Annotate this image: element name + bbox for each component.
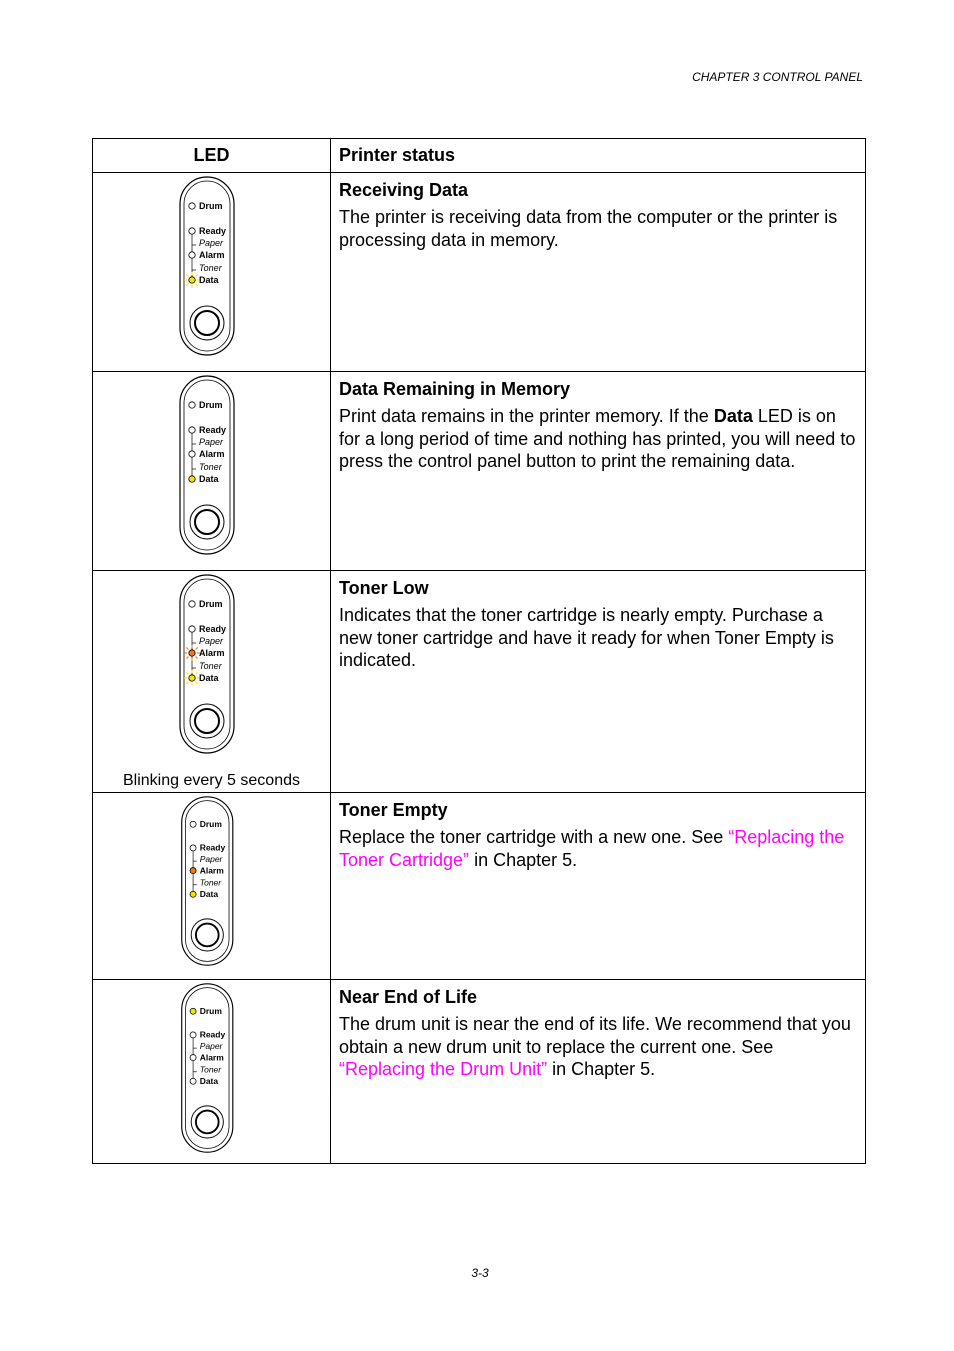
- toner-label: Toner: [199, 1064, 221, 1075]
- led-drum-label: Drum: [198, 201, 223, 211]
- status-description: Print data remains in the printer memory. If the Data LED is on for a long period of time and nothing has printed, you will need to press the control panel button to print the remaining data.: [339, 406, 856, 471]
- led-alarm-indicator: [190, 1055, 196, 1061]
- led-ready-indicator: [188, 626, 194, 632]
- led-data-label: Data: [199, 889, 218, 900]
- status-cell: [331, 173, 866, 372]
- led-data-label: Data: [198, 275, 219, 285]
- go-button: [195, 924, 218, 947]
- paper-label: Paper: [198, 636, 223, 646]
- led-ready-indicator: [188, 427, 194, 433]
- toner-label: Toner: [198, 263, 222, 273]
- led-cell: [93, 571, 331, 793]
- toner-label: Toner: [198, 462, 222, 472]
- go-button: [195, 311, 219, 335]
- led-data-indicator: [190, 1078, 196, 1084]
- status-description: Replace the toner cartridge with a new one. See “Replacing the Toner Cartridge” in Chapter 5.: [339, 827, 845, 870]
- led-alarm-label: Alarm: [198, 449, 225, 459]
- table-row: [93, 980, 866, 1164]
- led-alarm-label: Alarm: [199, 865, 224, 876]
- led-data-indicator: [188, 476, 194, 482]
- status-cell: [331, 980, 866, 1164]
- status-title: Toner Low: [339, 578, 429, 598]
- led-data-indicator: [190, 891, 196, 897]
- table-row: [93, 372, 866, 571]
- led-cell: [93, 173, 331, 372]
- led-drum-indicator: [190, 821, 196, 827]
- led-drum-label: Drum: [198, 599, 223, 609]
- led-ready-label: Ready: [199, 842, 225, 853]
- led-cell: [93, 372, 331, 571]
- led-ready-indicator: [190, 1032, 196, 1038]
- led-drum-indicator: [190, 1008, 196, 1014]
- led-ready-label: Ready: [199, 1029, 225, 1040]
- led-ready-indicator: [188, 228, 194, 234]
- paper-label: Paper: [199, 1041, 222, 1052]
- led-cell: [93, 980, 331, 1164]
- control-panel-icon: [177, 173, 247, 359]
- led-drum-label: Drum: [198, 400, 223, 410]
- control-panel-icon: [177, 372, 247, 558]
- led-alarm-label: Alarm: [199, 1052, 224, 1063]
- led-data-label: Data: [198, 673, 219, 683]
- led-drum-indicator: [188, 402, 194, 408]
- status-title: Near End of Life: [339, 987, 478, 1007]
- led-drum-indicator: [188, 203, 194, 209]
- led-data-indicator: [188, 277, 194, 283]
- status-cell: [331, 372, 866, 571]
- led-drum-label: Drum: [199, 1006, 222, 1017]
- go-button: [195, 1111, 218, 1134]
- led-drum-label: Drum: [199, 819, 222, 830]
- control-panel-icon: [177, 793, 247, 969]
- table-row: [93, 173, 866, 372]
- table-header-row: [93, 139, 866, 173]
- table-row: [93, 571, 866, 793]
- led-cell: [93, 793, 331, 980]
- led-alarm-indicator: [190, 868, 196, 874]
- replacing-toner-link[interactable]: “Replacing the Toner Cartridge”: [339, 827, 845, 870]
- data-led-name: Data: [713, 406, 753, 426]
- status-title: Data Remaining in Memory: [339, 379, 571, 399]
- paper-label: Paper: [199, 854, 222, 865]
- led-data-label: Data: [199, 1076, 218, 1087]
- led-alarm-label: Alarm: [198, 648, 225, 658]
- go-button: [195, 709, 219, 733]
- status-cell: [331, 571, 866, 793]
- go-button: [195, 510, 219, 534]
- replacing-drum-link[interactable]: “Replacing the Drum Unit”: [339, 1059, 548, 1079]
- led-ready-label: Ready: [198, 226, 226, 236]
- led-alarm-label: Alarm: [198, 250, 225, 260]
- led-status-table: [92, 138, 866, 1164]
- col-header-status: Printer status: [331, 139, 866, 173]
- led-data-label: Data: [198, 474, 219, 484]
- control-panel-icon: [177, 980, 247, 1156]
- led-alarm-indicator: [188, 650, 194, 656]
- status-description: Indicates that the toner cartridge is nearly empty. Purchase a new toner cartridge and have it ready for when Toner Empty is indicated.: [339, 605, 834, 670]
- col-header-led: LED: [93, 139, 331, 173]
- toner-label: Toner: [199, 877, 221, 888]
- blink-caption: Blinking every 5 seconds: [123, 772, 300, 789]
- led-data-indicator: [188, 675, 194, 681]
- led-alarm-indicator: [188, 252, 194, 258]
- status-title: Toner Empty: [339, 800, 448, 820]
- table-row: [93, 793, 866, 980]
- led-ready-label: Ready: [198, 425, 226, 435]
- chapter-header: CHAPTER 3 CONTROL PANEL: [692, 70, 863, 84]
- status-cell: [331, 793, 866, 980]
- status-title: Receiving Data: [339, 180, 469, 200]
- status-description: The drum unit is near the end of its life. We recommend that you obtain a new drum unit to replace the current one. See “Replacing the Drum Unit” in Chapter 5.: [339, 1014, 851, 1079]
- control-panel-icon: [177, 571, 247, 757]
- status-description: The printer is receiving data from the computer or the printer is processing data in memory.: [339, 207, 838, 250]
- page-number: 3-3: [471, 1266, 489, 1280]
- led-ready-indicator: [190, 845, 196, 851]
- toner-label: Toner: [198, 661, 222, 671]
- led-ready-label: Ready: [198, 624, 226, 634]
- paper-label: Paper: [198, 238, 223, 248]
- paper-label: Paper: [198, 437, 223, 447]
- led-alarm-indicator: [188, 451, 194, 457]
- led-drum-indicator: [188, 601, 194, 607]
